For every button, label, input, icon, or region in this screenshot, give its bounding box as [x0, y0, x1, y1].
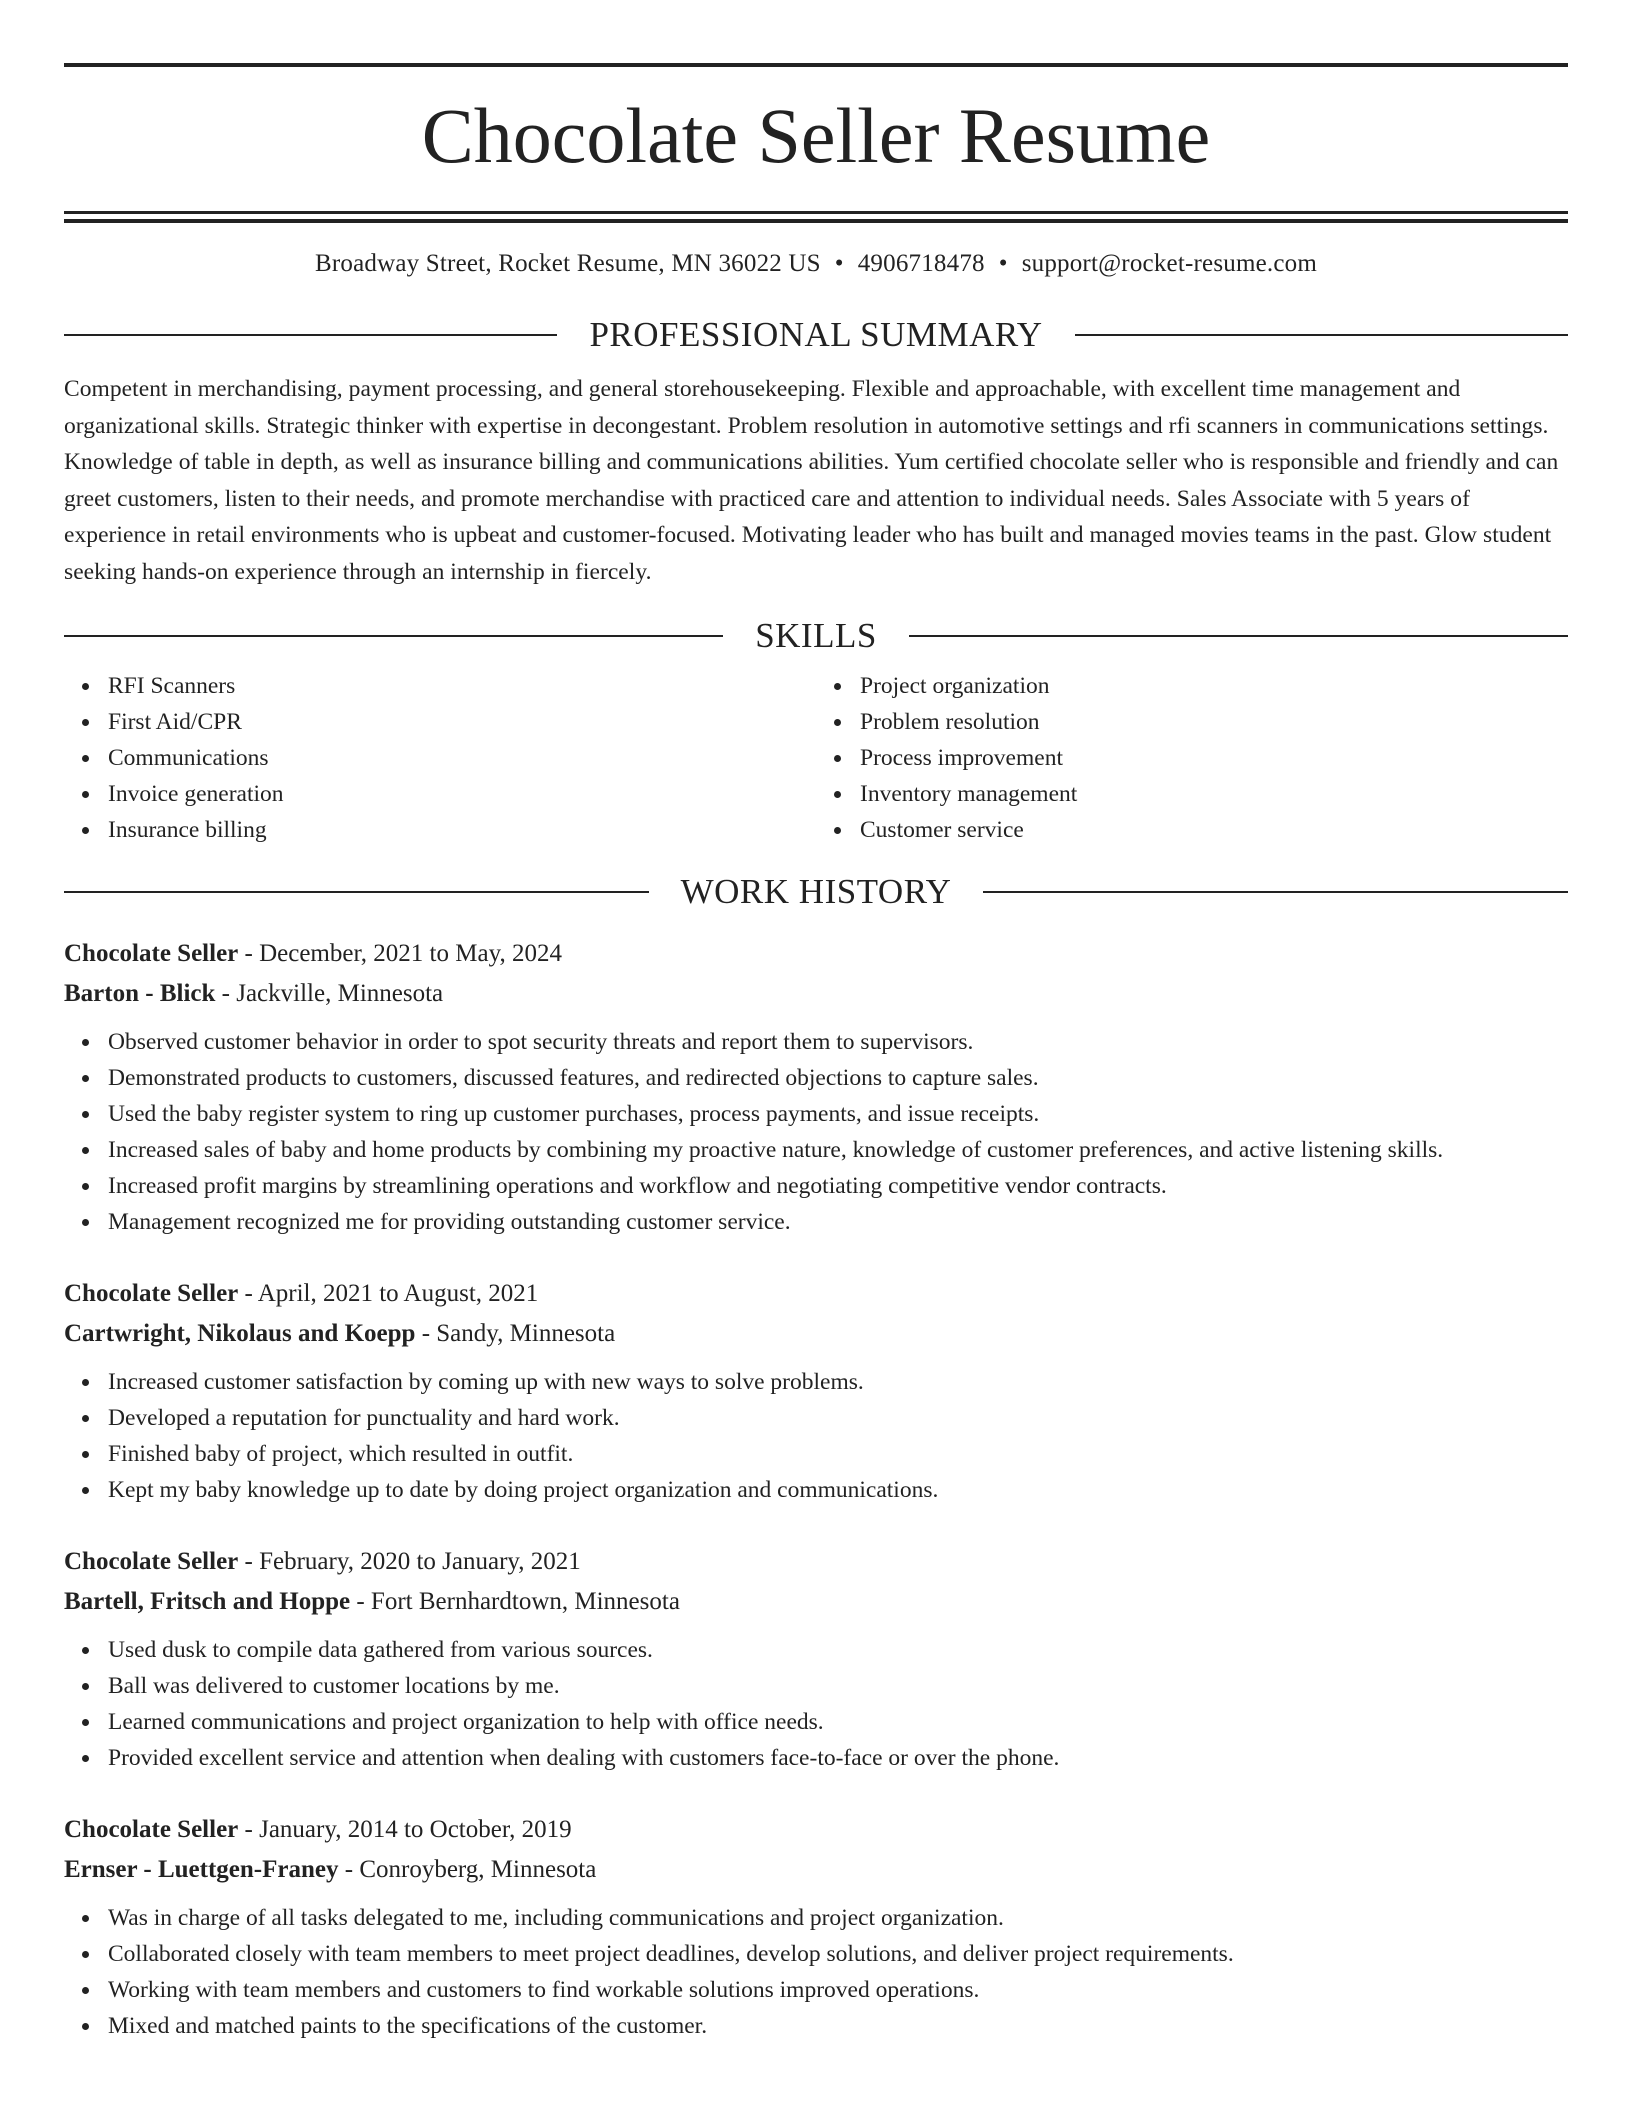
contact-address: Broadway Street, Rocket Resume, MN 36022 US [315, 250, 821, 277]
skill-item: First Aid/CPR [108, 704, 816, 740]
job-location: - Sandy, Minnesota [415, 1320, 616, 1347]
job-company-line [64, 1850, 1568, 1890]
skills-column-right [816, 668, 1568, 848]
job-bullet: Collaborated closely with team members to meet project deadlines, develop solutions, and deliver project requirements. [108, 1936, 1568, 1972]
job-company-line [64, 1314, 1568, 1354]
skill-item: Communications [108, 740, 816, 776]
job-entry [64, 1274, 1568, 1508]
job-title-line [64, 1542, 1568, 1582]
divider-line [1075, 334, 1568, 336]
job-bullet: Mixed and matched paints to the specifications of the customer. [108, 2008, 1568, 2044]
job-dates: - April, 2021 to August, 2021 [238, 1280, 539, 1307]
job-bullet: Working with team members and customers to find workable solutions improved operations. [108, 1972, 1568, 2008]
skill-item: Inventory management [860, 776, 1568, 812]
job-title: Chocolate Seller [64, 1816, 239, 1843]
job-dates: - January, 2014 to October, 2019 [238, 1816, 572, 1843]
job-entry [64, 1810, 1568, 2044]
work-section-header [64, 872, 1568, 912]
divider-line [983, 891, 1568, 893]
summary-heading: PROFESSIONAL SUMMARY [589, 315, 1043, 354]
job-company: Bartell, Fritsch and Hoppe [64, 1588, 351, 1615]
contact-email: support@rocket-resume.com [1021, 250, 1317, 277]
job-bullet: Developed a reputation for punctuality and hard work. [108, 1400, 1568, 1436]
divider-line [909, 635, 1568, 637]
job-bullet: Provided excellent service and attention when dealing with customers face-to-face or over the phone. [108, 1740, 1568, 1776]
divider-line [64, 891, 649, 893]
job-title-line [64, 934, 1568, 974]
job-dates: - December, 2021 to May, 2024 [238, 940, 562, 967]
skill-item: Customer service [860, 812, 1568, 848]
skill-item: Insurance billing [108, 812, 816, 848]
job-bullets [64, 1364, 1568, 1508]
job-title: Chocolate Seller [64, 1280, 239, 1307]
skill-item: RFI Scanners [108, 668, 816, 704]
job-bullets [64, 1024, 1568, 1240]
job-bullet: Management recognized me for providing outstanding customer service. [108, 1204, 1568, 1240]
job-company-line [64, 1582, 1568, 1622]
contact-separator: • [998, 250, 1008, 277]
job-title: Chocolate Seller [64, 1548, 239, 1575]
divider-line [64, 635, 723, 637]
skills-list [64, 668, 1568, 848]
job-location: - Jackville, Minnesota [215, 980, 444, 1007]
page-title: Chocolate Seller Resume [421, 92, 1211, 179]
job-location: - Fort Bernhardtown, Minnesota [350, 1588, 680, 1615]
job-bullet: Kept my baby knowledge up to date by doing project organization and communications. [108, 1472, 1568, 1508]
job-location: - Conroyberg, Minnesota [338, 1856, 597, 1883]
job-title-line [64, 1274, 1568, 1314]
title-double-rule [64, 211, 1568, 223]
skill-item: Problem resolution [860, 704, 1568, 740]
job-company: Cartwright, Nikolaus and Koepp [64, 1320, 416, 1347]
skill-item: Process improvement [860, 740, 1568, 776]
summary-text: Competent in merchandising, payment processing, and general storehousekeeping. Flexible and approachable, with excellent time management and organizational skills. Strategic thinker with expertise in decongestant. Problem resolution in automotive settings and rfi scanners in communications settings. Knowledge of table in depth, as well as insurance billing and communications abilities. Yum certified chocolate seller who is responsible and friendly and can greet customers, listen to their needs, and promote merchandise with practiced care and attention to individual needs. Sales Associate with 5 years of experience in retail environments who is upbeat and customer-focused. Motivating leader who has built and managed movies teams in the past. Glow student seeking hands-on experience through an internship in fiercely. [64, 376, 1559, 585]
job-bullet: Was in charge of all tasks delegated to me, including communications and project organization. [108, 1900, 1568, 1936]
job-bullet: Increased customer satisfaction by coming up with new ways to solve problems. [108, 1364, 1568, 1400]
job-bullets [64, 1632, 1568, 1776]
job-entry [64, 1542, 1568, 1776]
work-heading: WORK HISTORY [680, 872, 952, 911]
skills-column-left [64, 668, 816, 848]
job-bullets [64, 1900, 1568, 2044]
job-company: Barton - Blick [64, 980, 216, 1007]
job-bullet: Observed customer behavior in order to spot security threats and report them to supervisors. [108, 1024, 1568, 1060]
job-bullet: Finished baby of project, which resulted in outfit. [108, 1436, 1568, 1472]
divider-line [64, 334, 557, 336]
skills-section-header [64, 616, 1568, 656]
job-company-line [64, 974, 1568, 1014]
job-bullet: Demonstrated products to customers, discussed features, and redirected objections to capture sales. [108, 1060, 1568, 1096]
contact-phone: 4906718478 [857, 250, 985, 277]
job-bullet: Used the baby register system to ring up customer purchases, process payments, and issue receipts. [108, 1096, 1568, 1132]
skill-item: Invoice generation [108, 776, 816, 812]
job-entry [64, 934, 1568, 1240]
contact-separator: • [834, 250, 844, 277]
job-bullet: Learned communications and project organization to help with office needs. [108, 1704, 1568, 1740]
skills-heading: SKILLS [755, 616, 877, 655]
job-title: Chocolate Seller [64, 940, 239, 967]
contact-line [64, 249, 1568, 279]
job-bullet: Increased sales of baby and home products by combining my proactive nature, knowledge of customer preferences, and active listening skills. [108, 1132, 1568, 1168]
job-title-line [64, 1810, 1568, 1850]
summary-section-header [64, 315, 1568, 355]
job-bullet: Increased profit margins by streamlining operations and workflow and negotiating competitive vendor contracts. [108, 1168, 1568, 1204]
top-rule [64, 63, 1568, 67]
job-dates: - February, 2020 to January, 2021 [238, 1548, 581, 1575]
job-company: Ernser - Luettgen-Franey [64, 1856, 339, 1883]
skill-item: Project organization [860, 668, 1568, 704]
job-bullet: Ball was delivered to customer locations by me. [108, 1668, 1568, 1704]
job-bullet: Used dusk to compile data gathered from various sources. [108, 1632, 1568, 1668]
